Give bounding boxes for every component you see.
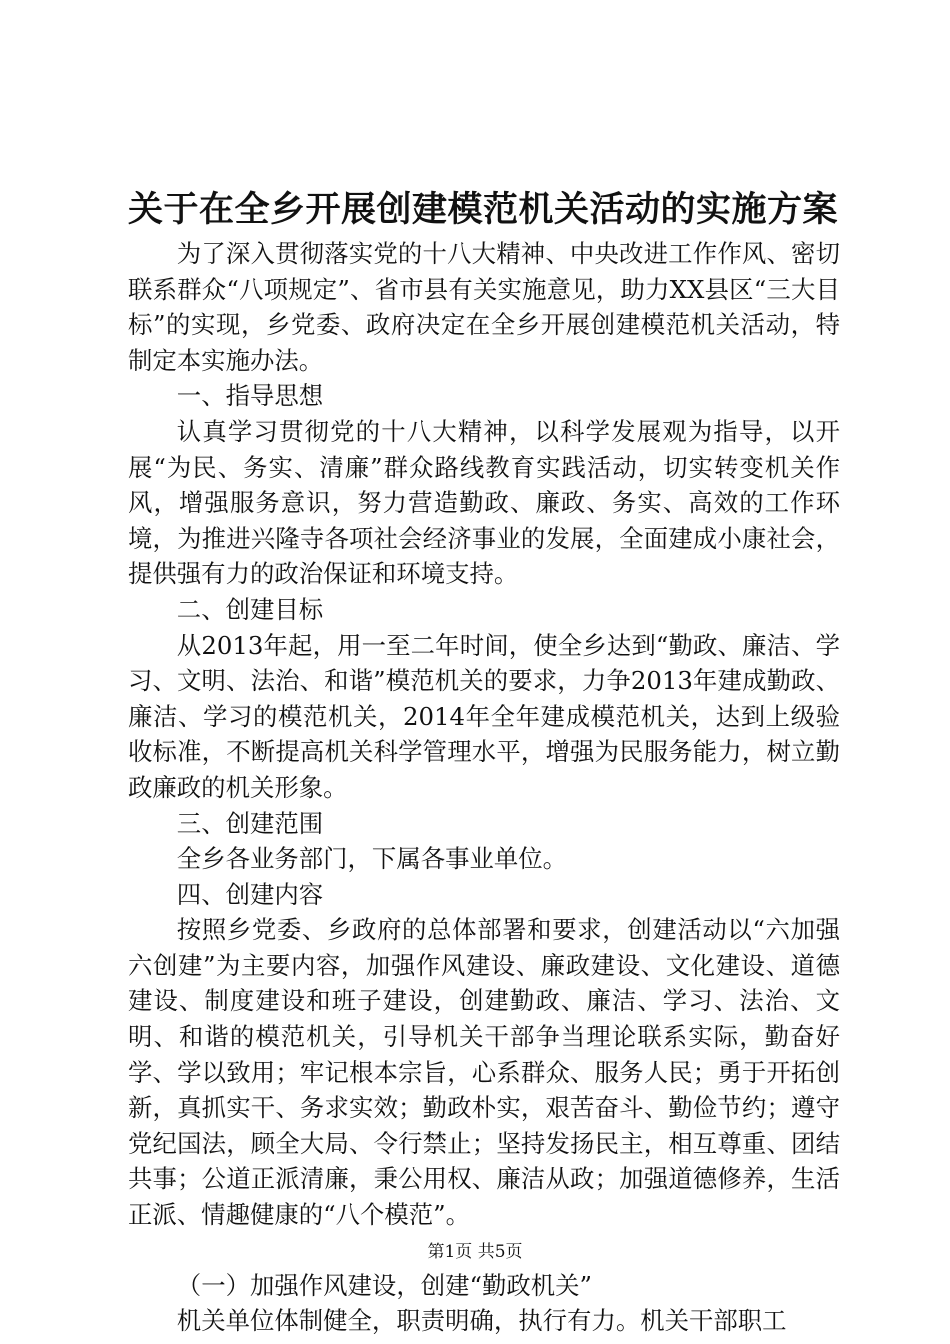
diligent-government-paragraph: 机关单位体制健全，职责明确，执行有力。机关干部职工 — [176, 1306, 787, 1336]
document-title: 关于在全乡开展创建模范机关活动的实施方案 — [128, 189, 839, 230]
section-heading-guiding-thought: 一、指导思想 — [176, 381, 324, 411]
section-heading-content: 四、创建内容 — [176, 879, 324, 909]
section-heading-scope: 三、创建范围 — [176, 808, 324, 838]
document-body — [128, 236, 840, 1339]
scope-paragraph: 全乡各业务部门，下属各事业单位。 — [176, 844, 568, 874]
goals-paragraph: 从2013年起，用一至二年时间，使全乡达到“勤政、廉洁、学习、文明、法治、和谐”模范机关的要求，力争2013年建成勤政、廉洁、学习的模范机关，2014年全年建成模范机关，达到上级验收标准，不断提高机关科学管理水平，增强为民服务能力，树立勤政廉政的机关形象。 — [128, 630, 840, 802]
content-paragraph: 按照乡党委、乡政府的总体部署和要求，创建活动以“六加强六创建”为主要内容，加强作风建设、廉政建设、文化建设、道德建设、制度建设和班子建设，创建勤政、廉洁、学习、法治、文明、和谐的模范机关，引导机关干部争当理论联系实际，勤奋好学、学以致用；牢记根本宗旨，心系群众、服务人民；勇于开拓创新，真抓实干、务求实效；勤政朴实，艰苦奋斗、勤俭节约；遵守党纪国法，顾全大局、令行禁止；坚持发扬民主，相互尊重、团结共事；公道正派清廉，秉公用权、廉洁从政；加强道德修养，生活正派、情趣健康的“八个模范”。 — [128, 915, 840, 1230]
intro-paragraph: 为了深入贯彻落实党的十八大精神、中央改进工作作风、密切联系群众“八项规定”、省市县有关实施意见，助力XX县区“三大目标”的实现，乡党委、政府决定在全乡开展创建模范机关活动，特制定本实施办法。 — [128, 239, 840, 375]
subsection-heading-diligent-government: （一）加强作风建设，创建“勤政机关” — [176, 1270, 592, 1300]
guiding-thought-paragraph: 认真学习贯彻党的十八大精神，以科学发展观为指导，以开展“为民、务实、清廉”群众路线教育实践活动，切实转变机关作风，增强服务意识，努力营造勤政、廉政、务实、高效的工作环境，为推进兴隆寺各项社会经济事业的发展，全面建成小康社会，提供强有力的政治保证和环境支持。 — [128, 416, 840, 589]
section-heading-goals: 二、创建目标 — [176, 594, 324, 624]
page-footer: 第1页 共5页 — [427, 1242, 523, 1262]
